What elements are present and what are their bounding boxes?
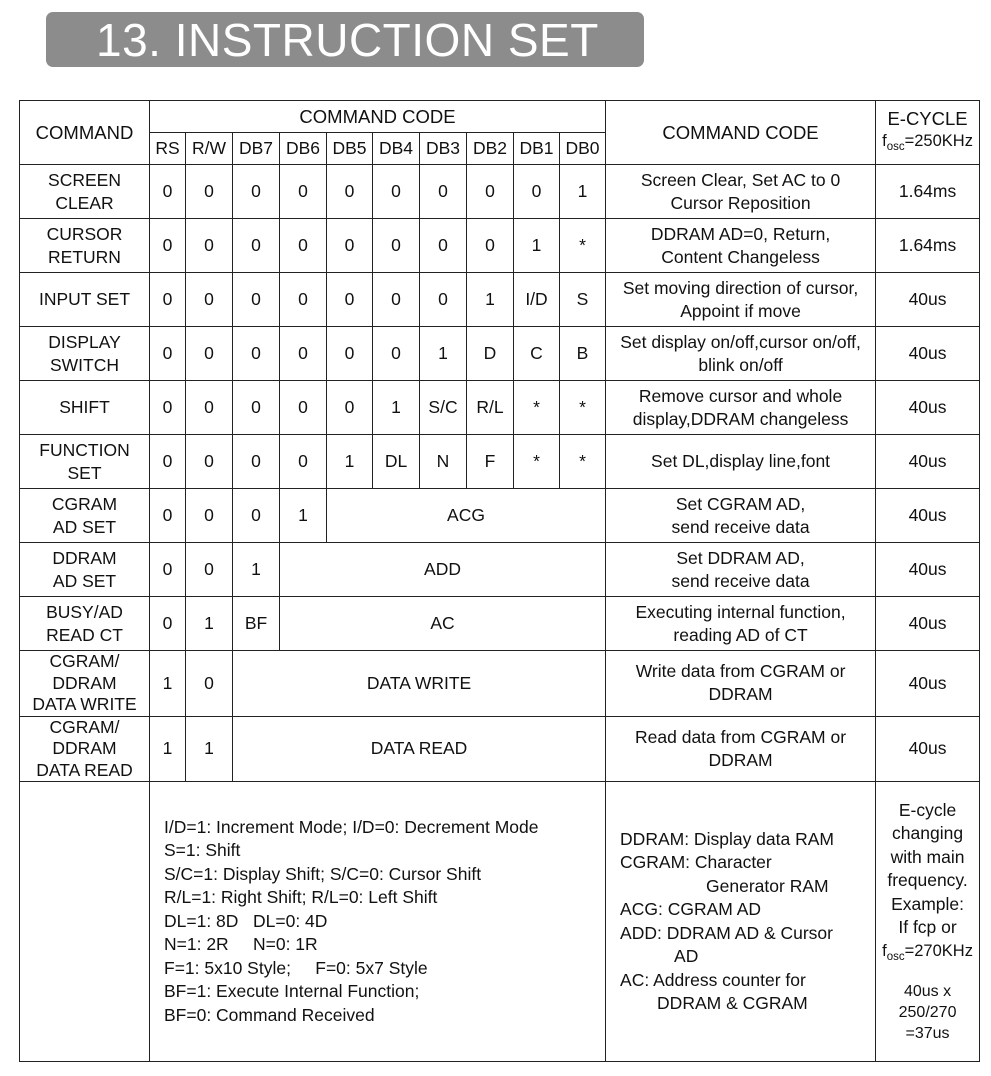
bit-value: 0	[327, 165, 373, 219]
bit-value: 1	[186, 716, 233, 782]
bit-value: 0	[420, 165, 467, 219]
bit-value: 0	[327, 381, 373, 435]
command-description: Write data from CGRAM or DDRAM	[606, 651, 876, 717]
bit-value: 0	[373, 165, 420, 219]
command-name: INPUT SET	[20, 273, 150, 327]
bit-value: 0	[420, 219, 467, 273]
bit-value: C	[514, 327, 560, 381]
section-banner	[46, 12, 644, 67]
bit-value: 0	[150, 435, 186, 489]
abbr-line: AD	[674, 946, 699, 966]
execution-time: 40us	[876, 489, 980, 543]
execution-time: 40us	[876, 327, 980, 381]
abbr-line: AC: Address counter for	[620, 969, 806, 990]
bit-value: BF	[233, 597, 280, 651]
bit-value: 0	[327, 327, 373, 381]
abbr-line: ACG: CGRAM AD	[620, 899, 762, 919]
notes-cell	[150, 782, 606, 1062]
note-line: I/D=1: Increment Mode; I/D=0: Decrement Mode	[164, 816, 539, 837]
command-name: CGRAM/ DDRAM DATA WRITE	[20, 651, 150, 717]
bit-value: 0	[150, 489, 186, 543]
notes-empty-cell	[20, 782, 150, 1062]
bit-value: 0	[233, 489, 280, 543]
note-line: DL=1: 8D DL=0: 4D	[164, 910, 328, 931]
bit-value: 0	[186, 165, 233, 219]
bit-value: 0	[150, 273, 186, 327]
execution-time: 1.64ms	[876, 165, 980, 219]
bit-value: *	[560, 219, 606, 273]
bit-value: 0	[280, 381, 327, 435]
section-title: 13. INSTRUCTION SET	[96, 14, 599, 66]
bit-value: 0	[233, 165, 280, 219]
bit-value: *	[514, 381, 560, 435]
command-name: CGRAM AD SET	[20, 489, 150, 543]
bit-label: DB6	[280, 133, 327, 165]
bit-value: 0	[420, 273, 467, 327]
bit-field: DATA WRITE	[233, 651, 606, 717]
bit-value: 0	[233, 219, 280, 273]
note-line: S/C=1: Display Shift; S/C=0: Cursor Shift	[164, 863, 482, 884]
bit-value: 0	[186, 381, 233, 435]
bit-value: 0	[186, 273, 233, 327]
bit-label: R/W	[186, 133, 233, 165]
command-name: DDRAM AD SET	[20, 543, 150, 597]
bit-value: 0	[186, 327, 233, 381]
bit-value: 0	[186, 489, 233, 543]
table-row	[20, 381, 980, 435]
bit-value: 1	[150, 716, 186, 782]
bit-value: 1	[514, 219, 560, 273]
bit-value: S	[560, 273, 606, 327]
bit-value: DL	[373, 435, 420, 489]
bit-value: S/C	[420, 381, 467, 435]
execution-time: 40us	[876, 597, 980, 651]
command-name: BUSY/AD READ CT	[20, 597, 150, 651]
bit-value: D	[467, 327, 514, 381]
command-name: CGRAM/ DDRAM DATA READ	[20, 716, 150, 782]
bit-field: DATA READ	[233, 716, 606, 782]
bit-label: DB1	[514, 133, 560, 165]
bit-value: 0	[280, 219, 327, 273]
bit-value: 1	[467, 273, 514, 327]
command-name: DISPLAY SWITCH	[20, 327, 150, 381]
bit-value: 0	[373, 327, 420, 381]
bit-label: DB0	[560, 133, 606, 165]
bit-value: 0	[186, 219, 233, 273]
bit-value: 1	[373, 381, 420, 435]
table-row	[20, 543, 980, 597]
table-row	[20, 716, 980, 782]
bit-label: DB3	[420, 133, 467, 165]
bit-value: 0	[150, 543, 186, 597]
command-description: DDRAM AD=0, Return, Content Changeless	[606, 219, 876, 273]
command-description: Screen Clear, Set AC to 0 Cursor Reposition	[606, 165, 876, 219]
command-description: Set display on/off,cursor on/off, blink on/off	[606, 327, 876, 381]
abbr-line: CGRAM: Character	[620, 852, 772, 872]
bit-field: ADD	[280, 543, 606, 597]
abbr-line: Generator RAM	[706, 875, 829, 896]
bit-label: DB5	[327, 133, 373, 165]
bit-value: 1	[233, 543, 280, 597]
bit-value: 0	[186, 435, 233, 489]
bit-value: 0	[233, 327, 280, 381]
bit-value: F	[467, 435, 514, 489]
note-line: BF=1: Execute Internal Function;	[164, 981, 420, 1002]
table-row	[20, 219, 980, 273]
table-row	[20, 489, 980, 543]
bit-value: 0	[150, 327, 186, 381]
bit-value: 0	[233, 435, 280, 489]
instruction-table	[19, 100, 980, 1062]
note-line: N=1: 2R N=0: 1R	[164, 934, 318, 955]
command-description: Set CGRAM AD, send receive data	[606, 489, 876, 543]
note-line: BF=0: Command Received	[164, 1004, 375, 1025]
execution-time: 40us	[876, 543, 980, 597]
bit-value: 0	[280, 165, 327, 219]
bit-label: DB2	[467, 133, 514, 165]
bit-value: 0	[467, 219, 514, 273]
execution-time: 40us	[876, 716, 980, 782]
bit-value: N	[420, 435, 467, 489]
bit-value: *	[560, 381, 606, 435]
bit-value: 0	[467, 165, 514, 219]
bit-label: DB7	[233, 133, 280, 165]
command-name: CURSOR RETURN	[20, 219, 150, 273]
command-description: Set DDRAM AD, send receive data	[606, 543, 876, 597]
table-row	[20, 165, 980, 219]
bit-value: 1	[150, 651, 186, 717]
bit-value: 0	[150, 219, 186, 273]
bit-value: 0	[150, 165, 186, 219]
table-row	[20, 597, 980, 651]
bit-value: 0	[280, 327, 327, 381]
header-ecycle: E-CYCLE $f_{osc}=250KHz$	[876, 101, 980, 165]
ecycle-note-cell: E-cycle changing with main frequency. Example: If fcp or $f_{osc}=270KHz$ 40us x 250/270 =37us	[876, 782, 980, 1062]
bit-value: 0	[514, 165, 560, 219]
header-description: COMMAND CODE	[606, 101, 876, 165]
abbr-line: DDRAM & CGRAM	[657, 993, 808, 1013]
bit-value: 1	[560, 165, 606, 219]
bit-value: *	[560, 435, 606, 489]
command-name: SCREEN CLEAR	[20, 165, 150, 219]
bit-value: I/D	[514, 273, 560, 327]
table-row	[20, 273, 980, 327]
execution-time: 1.64ms	[876, 219, 980, 273]
command-name: FUNCTION SET	[20, 435, 150, 489]
bit-value: 0	[150, 597, 186, 651]
bit-value: 0	[280, 435, 327, 489]
bit-value: 1	[420, 327, 467, 381]
note-line: S=1: Shift	[164, 840, 241, 861]
bit-value: 0	[150, 381, 186, 435]
bit-value: 1	[327, 435, 373, 489]
bit-label: RS	[150, 133, 186, 165]
table-row	[20, 651, 980, 717]
bit-value: 0	[233, 273, 280, 327]
bit-field: AC	[280, 597, 606, 651]
note-line: R/L=1: Right Shift; R/L=0: Left Shift	[164, 887, 438, 908]
bit-value: 0	[280, 273, 327, 327]
bit-value: B	[560, 327, 606, 381]
command-description: Read data from CGRAM or DDRAM	[606, 716, 876, 782]
note-line: F=1: 5x10 Style; F=0: 5x7 Style	[164, 957, 428, 978]
bit-value: 0	[186, 651, 233, 717]
bit-value: 0	[373, 219, 420, 273]
command-description: Executing internal function, reading AD of CT	[606, 597, 876, 651]
execution-time: 40us	[876, 381, 980, 435]
bit-value: *	[514, 435, 560, 489]
bit-value: 0	[327, 219, 373, 273]
bit-label: DB4	[373, 133, 420, 165]
bit-value: 0	[327, 273, 373, 327]
bit-value: 0	[233, 381, 280, 435]
header-command-code: COMMAND CODE	[150, 101, 606, 133]
command-name: SHIFT	[20, 381, 150, 435]
bit-field: ACG	[327, 489, 606, 543]
table-row	[20, 327, 980, 381]
execution-time: 40us	[876, 273, 980, 327]
execution-time: 40us	[876, 651, 980, 717]
command-description: Set moving direction of cursor, Appoint if move	[606, 273, 876, 327]
table-row	[20, 435, 980, 489]
bit-value: 0	[373, 273, 420, 327]
bit-value: R/L	[467, 381, 514, 435]
command-description: Remove cursor and whole display,DDRAM changeless	[606, 381, 876, 435]
abbr-line: DDRAM: Display data RAM	[620, 828, 834, 849]
abbreviations-cell	[606, 782, 876, 1062]
command-description: Set DL,display line,font	[606, 435, 876, 489]
execution-time: 40us	[876, 435, 980, 489]
header-command: COMMAND	[20, 101, 150, 165]
bit-value: 1	[186, 597, 233, 651]
bit-value: 0	[186, 543, 233, 597]
bit-value: 1	[280, 489, 327, 543]
abbr-line: ADD: DDRAM AD & Cursor	[620, 922, 833, 943]
